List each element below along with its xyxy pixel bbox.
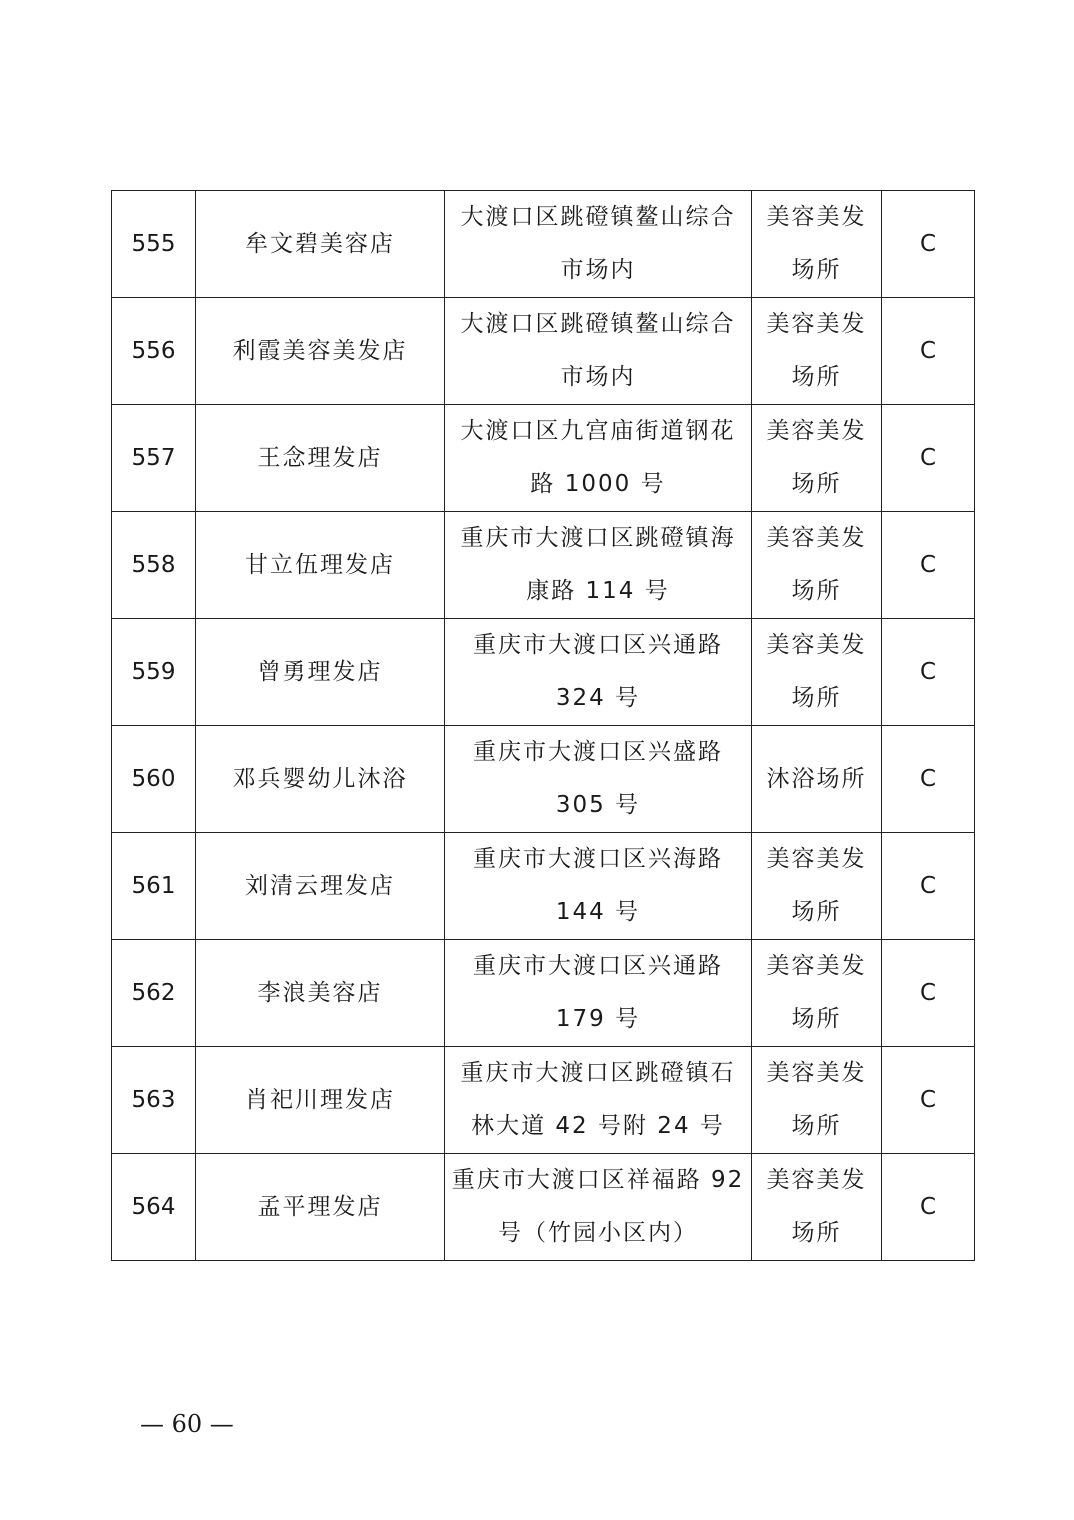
cell-number: 560 bbox=[112, 726, 196, 833]
cell-address: 大渡口区九宫庙街道钢花路 1000 号 bbox=[445, 405, 752, 512]
cell-number: 562 bbox=[112, 940, 196, 1047]
cell-address: 重庆市大渡口区兴盛路 305 号 bbox=[445, 726, 752, 833]
cell-name: 邓兵婴幼儿沐浴 bbox=[196, 726, 445, 833]
table-row bbox=[112, 512, 975, 619]
cell-name: 牟文碧美容店 bbox=[196, 191, 445, 298]
cell-category: 美容美发场所 bbox=[752, 940, 882, 1047]
cell-grade: C bbox=[882, 833, 975, 940]
cell-category: 美容美发场所 bbox=[752, 298, 882, 405]
cell-grade: C bbox=[882, 405, 975, 512]
cell-category: 美容美发场所 bbox=[752, 1154, 882, 1261]
cell-grade: C bbox=[882, 1154, 975, 1261]
cell-grade: C bbox=[882, 940, 975, 1047]
cell-category: 沐浴场所 bbox=[752, 726, 882, 833]
table-row bbox=[112, 298, 975, 405]
table-row bbox=[112, 405, 975, 512]
cell-address: 大渡口区跳磴镇鳌山综合市场内 bbox=[445, 298, 752, 405]
table-row bbox=[112, 833, 975, 940]
cell-address: 重庆市大渡口区祥福路 92 号（竹园小区内） bbox=[445, 1154, 752, 1261]
cell-number: 564 bbox=[112, 1154, 196, 1261]
cell-grade: C bbox=[882, 512, 975, 619]
cell-name: 刘清云理发店 bbox=[196, 833, 445, 940]
cell-grade: C bbox=[882, 191, 975, 298]
cell-grade: C bbox=[882, 726, 975, 833]
cell-number: 557 bbox=[112, 405, 196, 512]
cell-grade: C bbox=[882, 1047, 975, 1154]
cell-number: 556 bbox=[112, 298, 196, 405]
cell-category: 美容美发场所 bbox=[752, 833, 882, 940]
cell-address: 重庆市大渡口区兴通路 324 号 bbox=[445, 619, 752, 726]
cell-category: 美容美发场所 bbox=[752, 191, 882, 298]
cell-address: 重庆市大渡口区兴通路 179 号 bbox=[445, 940, 752, 1047]
cell-address: 重庆市大渡口区兴海路 144 号 bbox=[445, 833, 752, 940]
records-table-body bbox=[112, 191, 975, 1261]
cell-category: 美容美发场所 bbox=[752, 405, 882, 512]
cell-address: 大渡口区跳磴镇鳌山综合市场内 bbox=[445, 191, 752, 298]
cell-name: 甘立伍理发店 bbox=[196, 512, 445, 619]
cell-name: 王念理发店 bbox=[196, 405, 445, 512]
cell-name: 孟平理发店 bbox=[196, 1154, 445, 1261]
page-number: — 60 — bbox=[140, 1410, 234, 1438]
table-row bbox=[112, 726, 975, 833]
cell-category: 美容美发场所 bbox=[752, 619, 882, 726]
cell-category: 美容美发场所 bbox=[752, 512, 882, 619]
cell-address: 重庆市大渡口区跳磴镇石林大道 42 号附 24 号 bbox=[445, 1047, 752, 1154]
cell-number: 561 bbox=[112, 833, 196, 940]
table-row bbox=[112, 191, 975, 298]
cell-name: 肖祀川理发店 bbox=[196, 1047, 445, 1154]
table-row bbox=[112, 619, 975, 726]
cell-name: 李浪美容店 bbox=[196, 940, 445, 1047]
cell-name: 利霞美容美发店 bbox=[196, 298, 445, 405]
cell-number: 559 bbox=[112, 619, 196, 726]
table-row bbox=[112, 940, 975, 1047]
cell-number: 555 bbox=[112, 191, 196, 298]
cell-number: 563 bbox=[112, 1047, 196, 1154]
cell-address: 重庆市大渡口区跳磴镇海康路 114 号 bbox=[445, 512, 752, 619]
cell-grade: C bbox=[882, 619, 975, 726]
cell-category: 美容美发场所 bbox=[752, 1047, 882, 1154]
cell-grade: C bbox=[882, 298, 975, 405]
table-row bbox=[112, 1154, 975, 1261]
cell-name: 曾勇理发店 bbox=[196, 619, 445, 726]
cell-number: 558 bbox=[112, 512, 196, 619]
table-row bbox=[112, 1047, 975, 1154]
records-table bbox=[111, 190, 975, 1261]
